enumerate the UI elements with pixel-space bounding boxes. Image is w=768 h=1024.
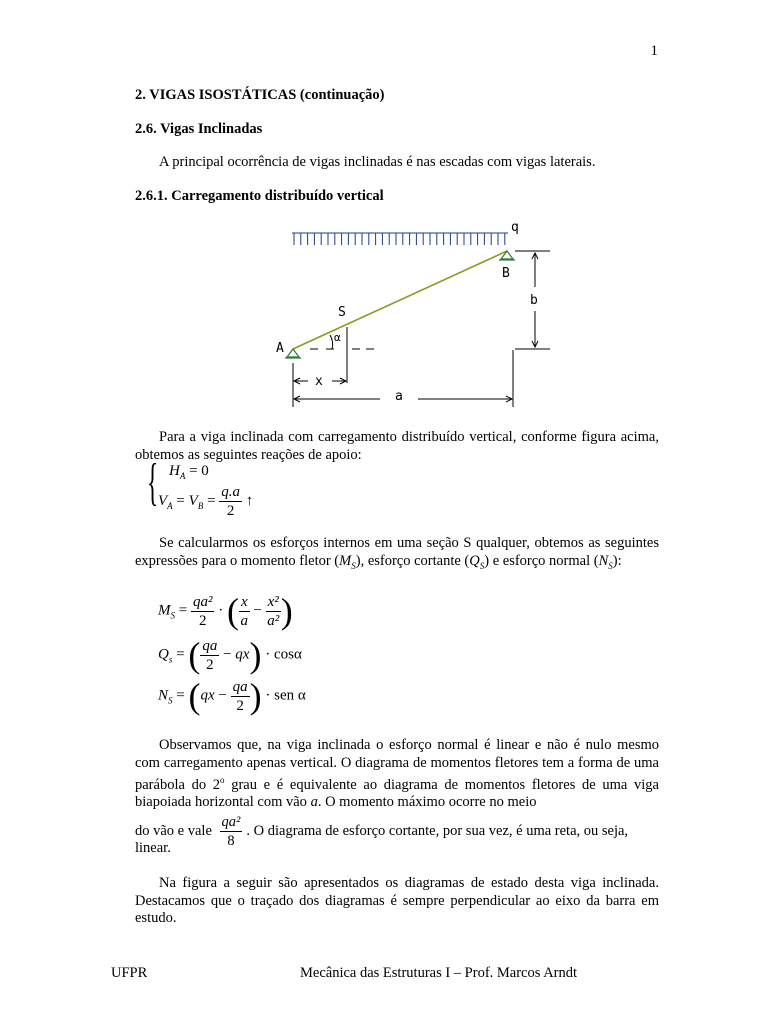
equation-ns: $N_S = (qx$ − $\frac{qa}{2}$ ) · sen α: [158, 676, 306, 716]
footer-course: Mecânica das Estruturas I – Prof. Marcos Arndt: [300, 965, 578, 981]
equation-ms: $M_S$ = $\frac{\text{qa²}}{2}$ · ( $\frac{x}{a}$ − $\frac{\text{x²}}{\text{a²}}$ ): [158, 591, 293, 631]
distributed-load: [292, 233, 508, 245]
label-q: q: [511, 220, 519, 235]
section-heading: 2. VIGAS ISOSTÁTICAS (continuação): [135, 87, 385, 103]
page-number: 1: [650, 43, 658, 59]
label-span: a: [395, 389, 403, 404]
dimension-a: [294, 396, 512, 402]
equation-qs: $Q_s$ = ( $\frac{qa}{2}$ − qx) · cosα: [158, 635, 302, 675]
label-b-support: B: [502, 266, 510, 281]
footer-institution: UFPR: [111, 965, 148, 981]
paragraph-observations-line: do vão e vale $\frac{\text{qa²}}{8}$ . O diagrama de esforço cortante, por sua vez, é uma reta, ou seja,: [135, 814, 629, 849]
reactions-equations: [147, 454, 347, 519]
equation-va-vb: $V_A = V_B$ = $\frac{q.a}{2}$ ↑: [158, 484, 254, 519]
support-a: [285, 349, 301, 358]
fraction-qa-2: $\frac{q.a}{2}$: [221, 484, 241, 519]
label-section: S: [338, 305, 346, 320]
label-position: x: [315, 374, 323, 389]
subsubsection-heading: 2.6.1. Carregamento distribuído vertical: [135, 188, 384, 204]
paragraph-reactions: Para a viga inclinada com carregamento distribuído vertical, conforme figura acima, obtemos as seguintes reações de apoio:: [135, 429, 659, 463]
paragraph-observations-end: linear.: [135, 840, 171, 856]
paragraph-diagrams: Na figura a seguir são apresentados os diagramas de estado desta viga inclinada. Destacamos que o traçado dos diagramas é sempre perpendicular ao eixo da barra em estudo.: [135, 875, 659, 926]
paragraph-internal-forces: Se calcularmos os esforços internos em uma seção S qualquer, obtemos as seguintes expressões para o momento fletor $(M_S)$, esforço cortante $(Q_S)$ e esforço normal $(N_S)$:: [135, 535, 659, 571]
equation-ha: $H_A = 0$: [169, 463, 209, 481]
label-a-support: A: [276, 341, 284, 356]
brace: {: [147, 454, 159, 511]
inclined-beam-figure: [270, 215, 580, 410]
beam-line: [293, 251, 507, 349]
up-arrow-icon: ↑: [245, 492, 254, 509]
paragraph-observations: Observamos que, na viga inclinada o esforço normal é linear e não é nulo mesmo com carregamento apenas vertical. O diagrama de momentos fletores tem a forma de uma parábola do 2$^o$ grau e é equivalente ao diagrama de momentos fletores de uma viga biapoiada horizontal com vão a. O momento máximo ocorre no meio: [135, 737, 659, 811]
fraction-qa2-8: $\frac{\text{qa²}}{8}$: [221, 814, 241, 849]
angle-arc: [330, 335, 333, 349]
intro-text: A principal ocorrência de vigas inclinadas é nas escadas com vigas laterais.: [159, 154, 596, 170]
label-angle: α: [334, 331, 341, 344]
support-b: [499, 251, 515, 260]
label-height: b: [530, 293, 538, 308]
subsection-heading: 2.6. Vigas Inclinadas: [135, 121, 263, 137]
